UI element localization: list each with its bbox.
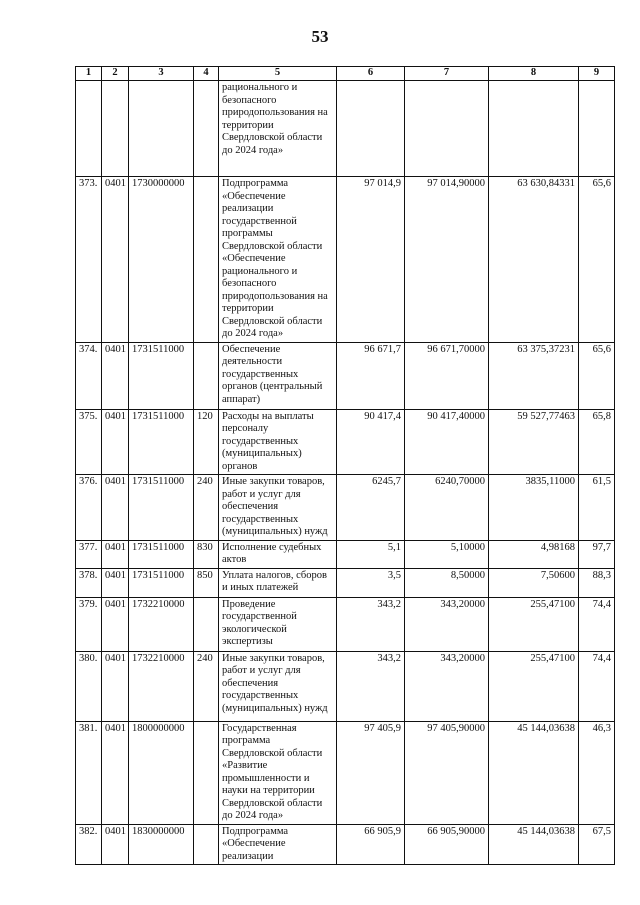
- column-header: 8: [489, 67, 579, 81]
- execution-percent: 67,5: [579, 824, 615, 865]
- row-number: 382.: [76, 824, 102, 865]
- expense-type-code: [194, 81, 219, 177]
- plan-amount: 343,2: [337, 597, 405, 651]
- execution-percent: 61,5: [579, 475, 615, 541]
- adjusted-amount: [405, 81, 489, 177]
- row-number: 379.: [76, 597, 102, 651]
- target-code: [129, 81, 194, 177]
- expense-type-code: 120: [194, 409, 219, 475]
- target-code: 1730000000: [129, 177, 194, 343]
- table-row: [76, 568, 615, 597]
- section-code: [102, 81, 129, 177]
- plan-amount: [337, 81, 405, 177]
- section-code: 0401: [102, 540, 129, 568]
- execution-percent: 88,3: [579, 568, 615, 597]
- adjusted-amount: 343,20000: [405, 651, 489, 721]
- column-header: 6: [337, 67, 405, 81]
- execution-percent: 97,7: [579, 540, 615, 568]
- expense-type-code: [194, 721, 219, 824]
- expense-type-code: 830: [194, 540, 219, 568]
- adjusted-amount: 6240,70000: [405, 475, 489, 541]
- table-row: [76, 651, 615, 721]
- column-header: 9: [579, 67, 615, 81]
- target-code: 1732210000: [129, 651, 194, 721]
- plan-amount: 6245,7: [337, 475, 405, 541]
- header-row: [76, 67, 615, 81]
- executed-amount: 59 527,77463: [489, 409, 579, 475]
- expense-type-code: [194, 342, 219, 409]
- execution-percent: 65,6: [579, 342, 615, 409]
- budget-table: [75, 66, 615, 865]
- executed-amount: 7,50600: [489, 568, 579, 597]
- item-name: Иные закупки товаров, работ и услуг для обеспечения государственных (муниципальных) нужд: [219, 651, 337, 721]
- item-name: Государственная программа Свердловской области «Развитие промышленности и науки на территории Свердловской области до 2024 года»: [219, 721, 337, 824]
- target-code: 1731511000: [129, 342, 194, 409]
- column-header: 3: [129, 67, 194, 81]
- table-row: [76, 721, 615, 824]
- row-number: 376.: [76, 475, 102, 541]
- item-name: Иные закупки товаров, работ и услуг для обеспечения государственных (муниципальных) нужд: [219, 475, 337, 541]
- column-header: 2: [102, 67, 129, 81]
- table-row: [76, 409, 615, 475]
- adjusted-amount: 66 905,90000: [405, 824, 489, 865]
- executed-amount: 255,47100: [489, 597, 579, 651]
- item-name: рационального и безопасного природопользования на территории Свердловской области до 2024 года»: [219, 81, 337, 177]
- expense-type-code: 240: [194, 475, 219, 541]
- section-code: 0401: [102, 342, 129, 409]
- table-row: [76, 342, 615, 409]
- row-number: [76, 81, 102, 177]
- execution-percent: 46,3: [579, 721, 615, 824]
- plan-amount: 90 417,4: [337, 409, 405, 475]
- plan-amount: 97 405,9: [337, 721, 405, 824]
- expense-type-code: 850: [194, 568, 219, 597]
- section-code: 0401: [102, 651, 129, 721]
- adjusted-amount: 343,20000: [405, 597, 489, 651]
- plan-amount: 3,5: [337, 568, 405, 597]
- executed-amount: 45 144,03638: [489, 721, 579, 824]
- item-name: Обеспечение деятельности государственных органов (центральный аппарат): [219, 342, 337, 409]
- section-code: 0401: [102, 824, 129, 865]
- executed-amount: 3835,11000: [489, 475, 579, 541]
- execution-percent: [579, 81, 615, 177]
- row-number: 374.: [76, 342, 102, 409]
- table-row: [76, 597, 615, 651]
- row-number: 377.: [76, 540, 102, 568]
- executed-amount: 45 144,03638: [489, 824, 579, 865]
- target-code: 1731511000: [129, 475, 194, 541]
- row-number: 381.: [76, 721, 102, 824]
- item-name: Подпрограмма «Обеспечение реализации государственной программы Свердловской области «Обеспечение рационального и безопасного природопользования на территории Свердловской области до 2024 года»: [219, 177, 337, 343]
- target-code: 1731511000: [129, 540, 194, 568]
- executed-amount: 255,47100: [489, 651, 579, 721]
- item-name: Подпрограмма «Обеспечение реализации: [219, 824, 337, 865]
- executed-amount: [489, 81, 579, 177]
- plan-amount: 343,2: [337, 651, 405, 721]
- section-code: 0401: [102, 409, 129, 475]
- adjusted-amount: 96 671,70000: [405, 342, 489, 409]
- executed-amount: 63 375,37231: [489, 342, 579, 409]
- section-code: 0401: [102, 597, 129, 651]
- executed-amount: 63 630,84331: [489, 177, 579, 343]
- table-row: [76, 177, 615, 343]
- table-row: [76, 824, 615, 865]
- execution-percent: 65,6: [579, 177, 615, 343]
- expense-type-code: 240: [194, 651, 219, 721]
- item-name: Уплата налогов, сборов и иных платежей: [219, 568, 337, 597]
- plan-amount: 5,1: [337, 540, 405, 568]
- plan-amount: 97 014,9: [337, 177, 405, 343]
- section-code: 0401: [102, 475, 129, 541]
- adjusted-amount: 90 417,40000: [405, 409, 489, 475]
- adjusted-amount: 8,50000: [405, 568, 489, 597]
- row-number: 373.: [76, 177, 102, 343]
- column-header: 1: [76, 67, 102, 81]
- target-code: 1731511000: [129, 568, 194, 597]
- section-code: 0401: [102, 177, 129, 343]
- table-row: [76, 81, 615, 177]
- row-number: 378.: [76, 568, 102, 597]
- section-code: 0401: [102, 568, 129, 597]
- expense-type-code: [194, 177, 219, 343]
- section-code: 0401: [102, 721, 129, 824]
- target-code: 1731511000: [129, 409, 194, 475]
- plan-amount: 66 905,9: [337, 824, 405, 865]
- page-number: 53: [311, 27, 329, 46]
- row-number: 380.: [76, 651, 102, 721]
- adjusted-amount: 5,10000: [405, 540, 489, 568]
- expense-type-code: [194, 824, 219, 865]
- adjusted-amount: 97 405,90000: [405, 721, 489, 824]
- adjusted-amount: 97 014,90000: [405, 177, 489, 343]
- execution-percent: 65,8: [579, 409, 615, 475]
- execution-percent: 74,4: [579, 651, 615, 721]
- target-code: 1732210000: [129, 597, 194, 651]
- column-header: 4: [194, 67, 219, 81]
- executed-amount: 4,98168: [489, 540, 579, 568]
- expense-type-code: [194, 597, 219, 651]
- item-name: Расходы на выплаты персоналу государственных (муниципальных) органов: [219, 409, 337, 475]
- column-header: 5: [219, 67, 337, 81]
- item-name: Проведение государственной экологической экспертизы: [219, 597, 337, 651]
- table-row: [76, 540, 615, 568]
- target-code: 1830000000: [129, 824, 194, 865]
- execution-percent: 74,4: [579, 597, 615, 651]
- row-number: 375.: [76, 409, 102, 475]
- column-header: 7: [405, 67, 489, 81]
- table-row: [76, 475, 615, 541]
- target-code: 1800000000: [129, 721, 194, 824]
- item-name: Исполнение судебных актов: [219, 540, 337, 568]
- plan-amount: 96 671,7: [337, 342, 405, 409]
